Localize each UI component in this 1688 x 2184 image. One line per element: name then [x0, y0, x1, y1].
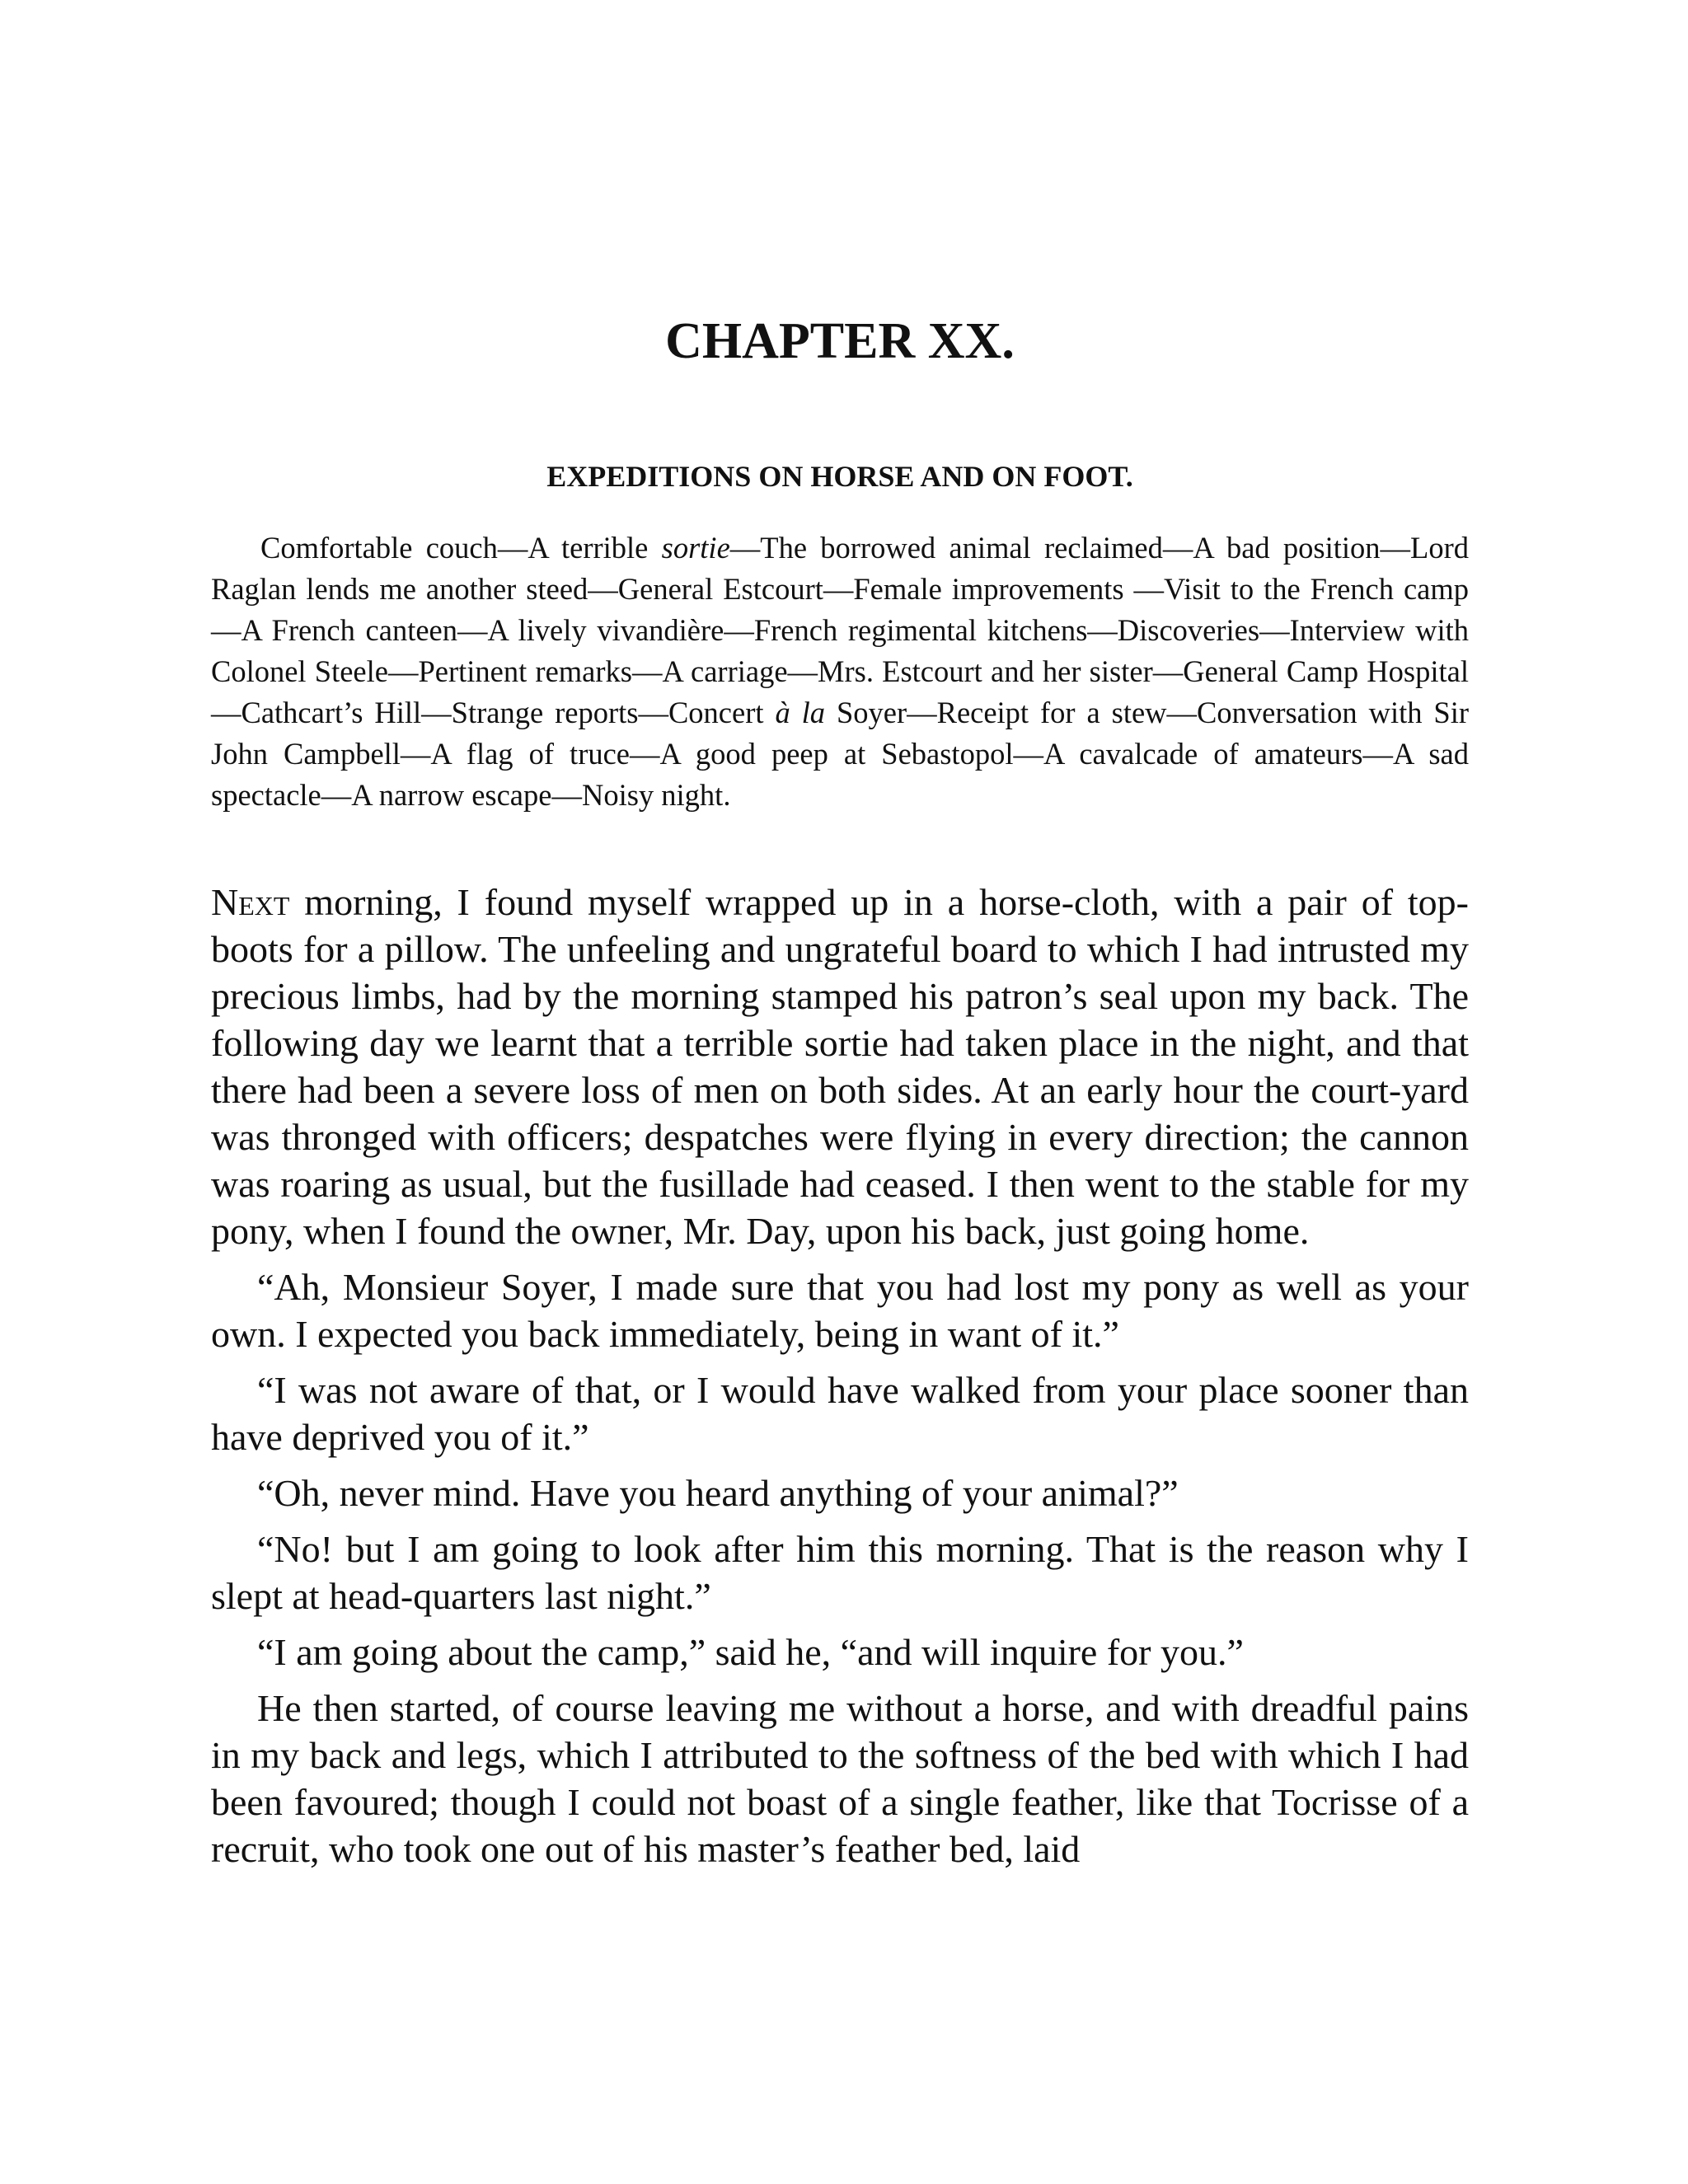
paragraph: He then started, of course leaving me without a horse, and with dreadful pains in my back and legs, which I attributed to the softness of the bed with which I had been favoured; though I could not boast of a single feather, like that Tocrisse of a recruit, who took one out of his master’s feather bed, laid: [211, 1687, 1469, 1870]
synopsis-italic: à la: [775, 696, 826, 729]
synopsis-text: Comfortable couch—A terrible: [260, 531, 662, 565]
paragraph: “No! but I am going to look after him this morning. That is the reason why I slept at head-quarters last night.”: [211, 1528, 1469, 1617]
synopsis-italic: sortie: [661, 531, 730, 565]
synopsis-text: —The borrowed animal reclaimed—A bad position—Lord Raglan lends me another steed—General Estcourt—Female improvements —Visit to the French camp—A French canteen—A lively vivandière—French regimental kitchens—Discoveries—Interview with Colonel Steele—Pertinent remarks—A carriage—Mrs. Estcourt and her sister—General Camp Hospital—Cathcart’s Hill—Strange reports—Concert: [211, 531, 1469, 729]
chapter-subtitle: EXPEDITIONS ON HORSE AND ON FOOT.: [546, 460, 1133, 493]
paragraph-lead-word: Next: [211, 881, 290, 923]
synopsis-text: Soyer—Receipt for a stew—Conversation with Sir John Campbell—A flag of truce—A good peep at Sebastopol—A cavalcade of amateurs—A sad spectacle—A narrow escape—Noisy night.: [211, 696, 1469, 812]
paragraph: “I was not aware of that, or I would have walked from your place sooner than have deprived you of it.”: [211, 1369, 1469, 1458]
paragraph: [211, 879, 1469, 1254]
book-page: [211, 0, 1469, 2184]
paragraph: “Ah, Monsieur Soyer, I made sure that you had lost my pony as well as your own. I expected you back immediately, being in want of it.”: [211, 1266, 1469, 1355]
chapter-synopsis: [211, 527, 1469, 816]
body-text: [211, 879, 1469, 1882]
paragraph-text: morning, I found myself wrapped up in a horse-cloth, with a pair of top-boots for a pillow. The unfeeling and ungrateful board to which I had intrusted my precious limbs, had by the morning stamped his patron’s seal upon my back. The following day we learnt that a terrible sortie had taken place in the night, and that there had been a severe loss of men on both sides. At an early hour the court-yard was thronged with officers; despatches were flying in every direction; the cannon was roaring as usual, but the fusillade had ceased. I then went to the stable for my pony, when I found the owner, Mr. Day, upon his back, just going home.: [211, 881, 1469, 1252]
paragraph: “Oh, never mind. Have you heard anything of your animal?”: [257, 1472, 1179, 1514]
chapter-title: CHAPTER XX.: [665, 313, 1015, 369]
paragraph: “I am going about the camp,” said he, “and will inquire for you.”: [257, 1631, 1244, 1673]
